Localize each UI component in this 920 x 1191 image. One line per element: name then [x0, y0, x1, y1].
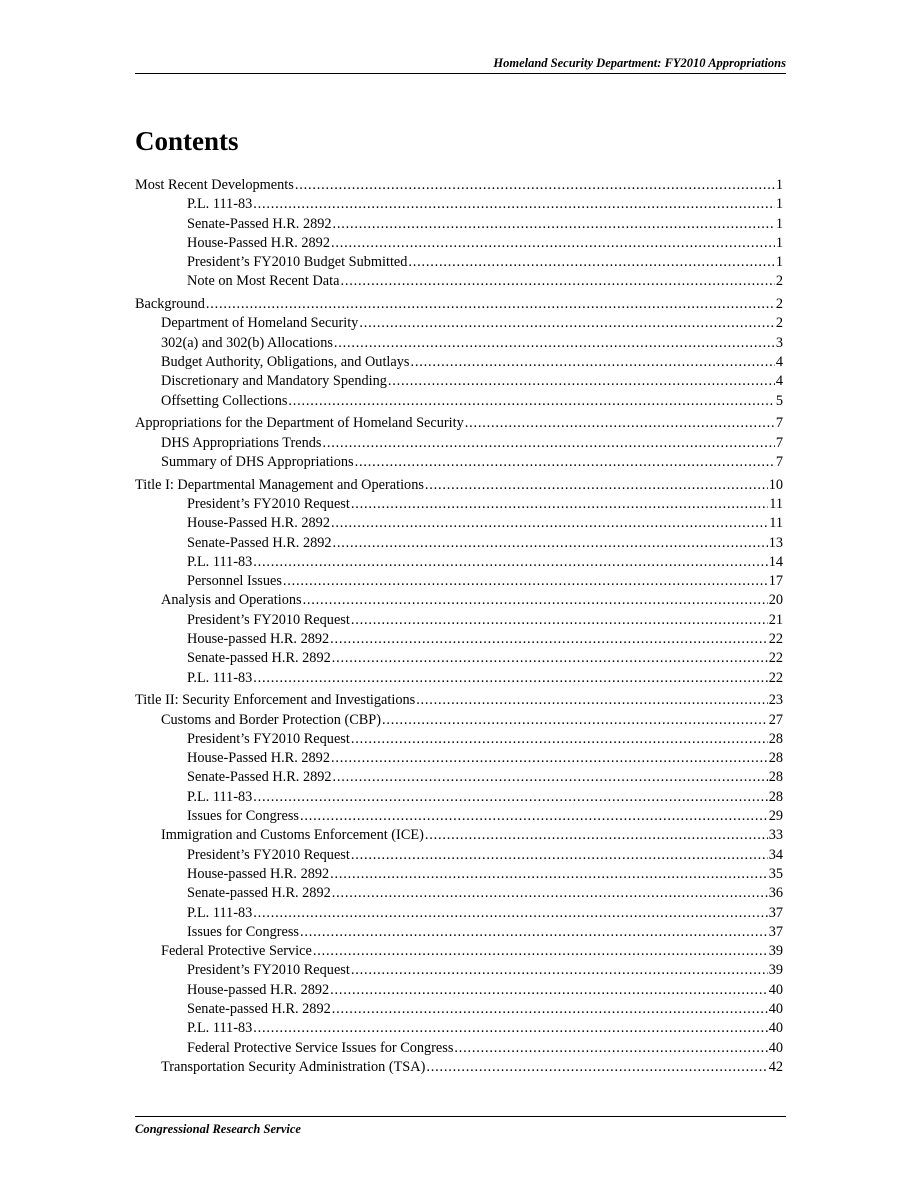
toc-entry[interactable]: [135, 434, 783, 453]
toc-entry-label: President’s FY2010 Request: [187, 962, 350, 979]
toc-entry-page: 34: [768, 846, 783, 863]
dot-leader: [333, 768, 768, 787]
toc-entry-page: 40: [768, 981, 783, 998]
dot-leader: [351, 961, 768, 980]
toc-entry[interactable]: [135, 942, 783, 961]
toc-entry-label: Senate-passed H.R. 2892: [187, 650, 331, 667]
toc-entry[interactable]: [135, 788, 783, 807]
toc-entry-page: 37: [768, 923, 783, 940]
toc-entry[interactable]: [135, 807, 783, 826]
dot-leader: [351, 611, 768, 630]
toc-entry-label: P.L. 111-83: [187, 904, 253, 921]
toc-entry-label: House-Passed H.R. 2892: [187, 515, 330, 532]
toc-entry[interactable]: [135, 884, 783, 903]
toc-entry[interactable]: [135, 711, 783, 730]
toc-entry-page: 2: [775, 315, 783, 332]
toc-entry-label: Note on Most Recent Data: [187, 273, 340, 290]
toc-entry-label: Senate-Passed H.R. 2892: [187, 769, 332, 786]
toc-entry-label: DHS Appropriations Trends: [161, 434, 322, 451]
dot-leader: [334, 334, 775, 353]
toc-entry-label: Budget Authority, Obligations, and Outlays: [161, 354, 410, 371]
toc-entry-page: 11: [769, 495, 783, 512]
dot-leader: [303, 591, 768, 610]
toc-entry[interactable]: [135, 334, 783, 353]
toc-entry-page: 28: [768, 750, 783, 767]
toc-entry[interactable]: [135, 846, 783, 865]
toc-entry-label: Issues for Congress: [187, 808, 299, 825]
toc-entry-page: 29: [768, 808, 783, 825]
toc-entry-page: 37: [768, 904, 783, 921]
dot-leader: [300, 923, 768, 942]
toc-entry-label: P.L. 111-83: [187, 788, 253, 805]
dot-leader: [359, 314, 775, 333]
toc-entry-page: 2: [775, 273, 783, 290]
toc-entry[interactable]: [135, 514, 783, 533]
toc-entry-page: 1: [775, 177, 783, 193]
toc-entry-label: Background: [135, 296, 205, 313]
toc-entry[interactable]: [135, 904, 783, 923]
toc-entry-label: Offsetting Collections: [161, 392, 288, 409]
toc-entry-label: President’s FY2010 Request: [187, 846, 350, 863]
toc-entry-label: Analysis and Operations: [161, 592, 302, 609]
toc-entry[interactable]: [135, 195, 783, 214]
toc-entry[interactable]: [135, 215, 783, 234]
dot-leader: [206, 295, 775, 314]
dot-leader: [426, 1058, 767, 1077]
toc-entry[interactable]: [135, 314, 783, 333]
toc-entry[interactable]: [135, 372, 783, 391]
dot-leader: [340, 272, 774, 291]
dot-leader: [330, 981, 768, 1000]
dot-leader: [322, 434, 774, 453]
toc-entry-page: 20: [768, 592, 783, 609]
toc-entry[interactable]: [135, 730, 783, 749]
toc-entry-label: 302(a) and 302(b) Allocations: [161, 334, 333, 351]
toc-entry-label: House-passed H.R. 2892: [187, 865, 330, 882]
dot-leader: [253, 195, 775, 214]
dot-leader: [408, 253, 774, 272]
dot-leader: [253, 788, 767, 807]
toc-entry[interactable]: [135, 691, 783, 710]
toc-entry[interactable]: [135, 414, 783, 433]
toc-entry[interactable]: [135, 553, 783, 572]
toc-entry[interactable]: [135, 453, 783, 472]
dot-leader: [465, 414, 775, 433]
toc-entry-page: 4: [775, 354, 783, 371]
toc-entry-page: 28: [768, 788, 783, 805]
toc-entry-page: 11: [769, 515, 783, 532]
toc-entry-page: 7: [775, 453, 783, 470]
toc-entry-label: President’s FY2010 Request: [187, 730, 350, 747]
toc-entry-label: Senate-passed H.R. 2892: [187, 885, 331, 902]
toc-entry[interactable]: [135, 295, 783, 314]
toc-entry[interactable]: [135, 749, 783, 768]
toc-entry-page: 7: [775, 415, 783, 432]
toc-entry-page: 7: [775, 434, 783, 451]
dot-leader: [382, 711, 768, 730]
dot-leader: [253, 669, 767, 688]
toc-entry-label: Federal Protective Service: [161, 943, 312, 960]
dot-leader: [410, 353, 774, 372]
page-footer: Congressional Research Service: [135, 1116, 786, 1137]
toc-entry[interactable]: [135, 272, 783, 291]
toc-entry-page: 27: [768, 711, 783, 728]
toc-entry-page: 22: [768, 631, 783, 647]
toc-entry[interactable]: [135, 669, 783, 688]
toc-entry-page: 42: [768, 1058, 783, 1075]
toc-entry-page: 4: [775, 373, 783, 390]
toc-entry-label: Most Recent Developments: [135, 177, 294, 193]
dot-leader: [388, 372, 775, 391]
dot-leader: [333, 534, 768, 553]
dot-leader: [283, 572, 768, 591]
toc-entry[interactable]: [135, 865, 783, 884]
toc-entry[interactable]: [135, 630, 783, 649]
dot-leader: [333, 215, 775, 234]
dot-leader: [331, 749, 768, 768]
toc-entry-page: 22: [768, 669, 783, 686]
dot-leader: [351, 495, 768, 514]
toc-entry-label: P.L. 111-83: [187, 553, 253, 570]
toc-entry-page: 35: [768, 865, 783, 882]
toc-entry-page: 40: [768, 1020, 783, 1037]
toc-entry-page: 33: [768, 827, 783, 844]
toc-entry-label: President’s FY2010 Request: [187, 495, 350, 512]
toc-entry-label: Title II: Security Enforcement and Investigations: [135, 692, 416, 709]
dot-leader: [330, 865, 768, 884]
toc-entry[interactable]: [135, 353, 783, 372]
dot-leader: [332, 1000, 768, 1019]
toc-entry-label: Appropriations for the Department of Homeland Security: [135, 415, 464, 432]
toc-entry-label: Title I: Departmental Management and Operations: [135, 476, 424, 493]
toc-entry[interactable]: [135, 981, 783, 1000]
dot-leader: [331, 514, 768, 533]
dot-leader: [331, 234, 775, 253]
toc-entry-label: P.L. 111-83: [187, 1020, 253, 1037]
toc-entry-page: 28: [768, 730, 783, 747]
dot-leader: [253, 904, 767, 923]
table-of-contents: [135, 176, 783, 1077]
toc-entry[interactable]: [135, 476, 783, 495]
toc-entry-page: 40: [768, 1001, 783, 1018]
toc-entry-page: 39: [768, 943, 783, 960]
toc-entry-label: House-Passed H.R. 2892: [187, 750, 330, 767]
toc-entry[interactable]: [135, 234, 783, 253]
toc-entry-page: 36: [768, 885, 783, 902]
toc-entry-page: 5: [775, 392, 783, 409]
toc-entry-label: House-passed H.R. 2892: [187, 631, 330, 647]
toc-entry[interactable]: [135, 176, 783, 195]
toc-entry-label: P.L. 111-83: [187, 669, 253, 686]
toc-entry-label: House-passed H.R. 2892: [187, 981, 330, 998]
toc-entry-label: Issues for Congress: [187, 923, 299, 940]
toc-entry[interactable]: [135, 826, 783, 845]
dot-leader: [253, 1019, 767, 1038]
toc-entry[interactable]: [135, 768, 783, 787]
toc-entry[interactable]: [135, 611, 783, 630]
page-title: Contents: [135, 126, 239, 156]
dot-leader: [313, 942, 768, 961]
toc-entry[interactable]: [135, 534, 783, 553]
toc-entry-label: Department of Homeland Security: [161, 315, 359, 332]
toc-entry-page: 28: [768, 769, 783, 786]
toc-entry-page: 3: [775, 334, 783, 351]
toc-entry-label: President’s FY2010 Budget Submitted: [187, 254, 408, 271]
toc-entry-label: Senate-passed H.R. 2892: [187, 1001, 331, 1018]
toc-entry-label: Senate-Passed H.R. 2892: [187, 534, 332, 551]
dot-leader: [425, 476, 768, 495]
dot-leader: [454, 1039, 767, 1058]
toc-entry-label: Federal Protective Service Issues for Congress: [187, 1039, 454, 1056]
toc-entry[interactable]: [135, 591, 783, 610]
toc-entry-page: 21: [768, 611, 783, 628]
toc-entry[interactable]: [135, 572, 783, 591]
toc-entry-page: 10: [768, 476, 783, 493]
running-header: Homeland Security Department: FY2010 Appropriations: [135, 56, 786, 74]
toc-entry-label: Senate-Passed H.R. 2892: [187, 215, 332, 232]
toc-entry-page: 2: [775, 296, 783, 313]
dot-leader: [355, 453, 775, 472]
toc-entry-label: Transportation Security Administration (TSA): [161, 1058, 426, 1075]
toc-entry-page: 1: [775, 196, 783, 213]
dot-leader: [351, 846, 768, 865]
toc-entry-page: 17: [768, 573, 783, 590]
toc-entry[interactable]: [135, 1058, 783, 1077]
toc-entry-page: 13: [768, 534, 783, 551]
dot-leader: [288, 392, 774, 411]
toc-entry-page: 39: [768, 962, 783, 979]
dot-leader: [300, 807, 768, 826]
dot-leader: [332, 884, 768, 903]
dot-leader: [330, 630, 768, 649]
toc-entry-page: 40: [768, 1039, 783, 1056]
dot-leader: [416, 691, 768, 710]
toc-entry[interactable]: [135, 1000, 783, 1019]
dot-leader: [351, 730, 768, 749]
toc-entry[interactable]: [135, 961, 783, 980]
toc-entry[interactable]: [135, 495, 783, 514]
toc-entry-page: 23: [768, 692, 783, 709]
toc-entry[interactable]: [135, 649, 783, 668]
toc-entry-label: President’s FY2010 Request: [187, 611, 350, 628]
toc-entry-page: 1: [775, 234, 783, 251]
toc-entry-page: 1: [775, 215, 783, 232]
toc-entry-label: P.L. 111-83: [187, 196, 253, 213]
toc-entry[interactable]: [135, 253, 783, 272]
dot-leader: [295, 176, 775, 195]
toc-entry-page: 14: [768, 553, 783, 570]
toc-entry-label: House-Passed H.R. 2892: [187, 234, 330, 251]
toc-entry-label: Immigration and Customs Enforcement (ICE): [161, 827, 424, 844]
dot-leader: [425, 826, 768, 845]
toc-entry[interactable]: [135, 923, 783, 942]
dot-leader: [253, 553, 767, 572]
toc-entry[interactable]: [135, 1039, 783, 1058]
toc-entry-label: Customs and Border Protection (CBP): [161, 711, 382, 728]
dot-leader: [332, 649, 768, 668]
toc-entry-label: Summary of DHS Appropriations: [161, 453, 354, 470]
toc-entry-label: Discretionary and Mandatory Spending: [161, 373, 387, 390]
toc-entry-label: Personnel Issues: [187, 573, 282, 590]
toc-entry-page: 1: [775, 254, 783, 271]
toc-entry[interactable]: [135, 1019, 783, 1038]
toc-entry-page: 22: [768, 650, 783, 667]
toc-entry[interactable]: [135, 392, 783, 411]
